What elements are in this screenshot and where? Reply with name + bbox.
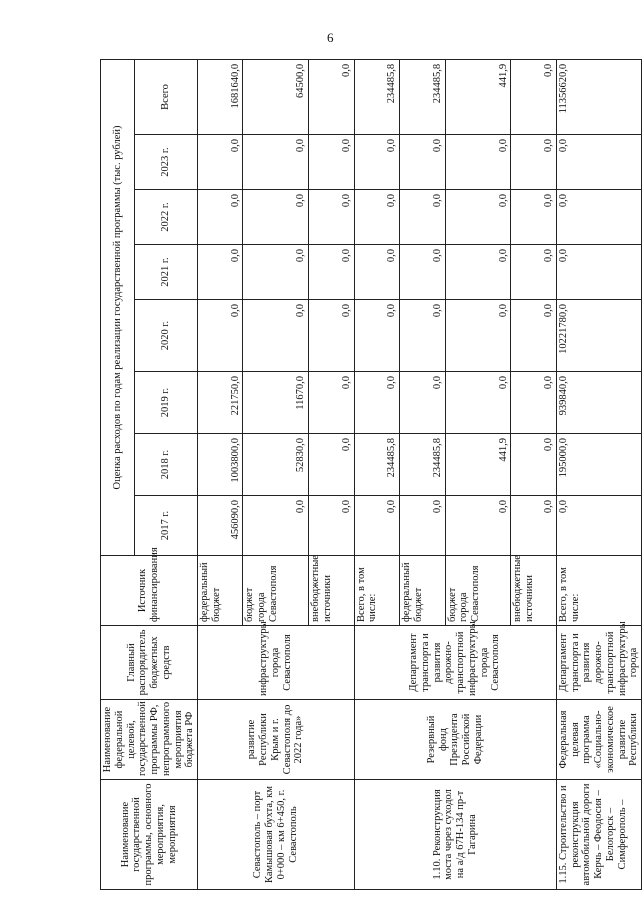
cell-value: 0,0 [511,496,557,556]
header-federal-program: Наименование федеральной целевой, государственной программы РФ, непрограммного мероприятия бюджета РФ [101,700,198,780]
cell-value: 0,0 [556,135,641,190]
group-federal: Федеральная целевая программа «Социально-экономическое развитие Республики [556,700,641,780]
cell-value: 0,0 [445,245,511,300]
row-source: бюджет города Севастополя [445,556,511,626]
cell-value: 0,0 [309,496,354,556]
row-source: бюджет города Севастополя [243,556,309,626]
header-year-2020: 2020 г. [134,300,197,372]
header-year-2021: 2021 г. [134,245,197,300]
cell-value: 0,0 [400,300,445,372]
cell-value: 0,0 [511,135,557,190]
cell-value: 0,0 [354,372,399,434]
cell-value: 0,0 [511,372,557,434]
cell-value: 0,0 [309,300,354,372]
header-year-2022: 2022 г. [134,190,197,245]
table-row [556,59,641,889]
cell-value: 441,9 [445,434,511,496]
cell-value: 0,0 [511,245,557,300]
cell-value: 195000,0 [556,434,641,496]
cell-value: 0,0 [243,190,309,245]
header-year-2019: 2019 г. [134,372,197,434]
rotated-table-wrapper [100,60,640,890]
group-federal: Резервный фонд Президента Российской Федерации [354,700,556,780]
cell-value: 0,0 [400,372,445,434]
row-source: внебюджетные источники [511,556,557,626]
cell-value: 0,0 [511,190,557,245]
cell-value: 0,0 [309,190,354,245]
header-source: Источник финансирования [101,556,198,626]
cell-value: 456090,0 [198,496,243,556]
header-year-2023: 2023 г. [134,135,197,190]
cell-value: 1003800,0 [198,434,243,496]
cell-total: 441,9 [445,59,511,134]
expenditure-table [100,59,642,890]
cell-value: 0,0 [556,190,641,245]
cell-value: 0,0 [309,135,354,190]
cell-total: 64500,0 [243,59,309,134]
cell-value: 939840,0 [556,372,641,434]
cell-value: 0,0 [243,300,309,372]
cell-value: 221750,0 [198,372,243,434]
cell-total: 11356620,0 [556,59,641,134]
cell-total: 234485,8 [400,59,445,134]
cell-value: 0,0 [309,245,354,300]
cell-value: 11670,0 [243,372,309,434]
group-name: 1.10. Реконструкция моста через суходол на а/д 67Н-134 пр-т Гагарина [354,780,556,890]
table-row [354,59,399,889]
cell-value: 0,0 [354,245,399,300]
cell-value: 0,0 [556,496,641,556]
cell-value: 0,0 [511,434,557,496]
table-row [198,59,243,889]
group-name: 1.15. Строительство и реконструкция автомобильной дороги Керчь – Феодосия – Белогорск – Симферополь – [556,780,641,890]
cell-value: 0,0 [243,496,309,556]
cell-total: 0,0 [309,59,354,134]
cell-value: 0,0 [511,300,557,372]
row-source: Всего, в том числе: [556,556,641,626]
page-number: 6 [327,30,334,45]
cell-value: 0,0 [354,135,399,190]
cell-value: 0,0 [445,135,511,190]
cell-value: 0,0 [243,245,309,300]
cell-value: 0,0 [354,496,399,556]
cell-value: 0,0 [198,190,243,245]
cell-value: 0,0 [445,300,511,372]
cell-value: 234485,8 [400,434,445,496]
cell-value: 0,0 [243,135,309,190]
header-manager: Главный распорядитель бюджетных средств [101,626,198,700]
header-year-2018: 2018 г. [134,434,197,496]
row-source: федеральный бюджет [400,556,445,626]
cell-value: 0,0 [198,245,243,300]
group-federal: развитие Республики Крым и г. Севастополя до 2022 года» [198,700,355,780]
cell-total: 0,0 [511,59,557,134]
header-expenditure-group: Оценка расходов по годам реализации государственной программы (тыс. рублей) [101,59,135,555]
group-manager: Департамент транспорта и развития дорожно-транспортной инфраструктуры города Севастополя [354,626,556,700]
row-source: Всего, в том числе: [354,556,399,626]
cell-value: 0,0 [309,434,354,496]
cell-value: 0,0 [400,245,445,300]
group-manager: инфраструктуры города Севастополя [198,626,355,700]
cell-value: 0,0 [445,190,511,245]
cell-value: 52830,0 [243,434,309,496]
cell-value: 0,0 [354,300,399,372]
cell-value: 0,0 [445,496,511,556]
row-source: внебюджетные источники [309,556,354,626]
cell-value: 0,0 [309,372,354,434]
cell-value: 0,0 [445,372,511,434]
row-source: федеральный бюджет [198,556,243,626]
cell-value: 0,0 [198,300,243,372]
header-year-2017: 2017 г. [134,496,197,556]
cell-value: 0,0 [400,190,445,245]
cell-total: 1681640,0 [198,59,243,134]
cell-value: 10221780,0 [556,300,641,372]
cell-value: 0,0 [198,135,243,190]
header-total: Всего [134,59,197,134]
header-name: Наименование государственной программы, основного мероприятия, мероприятия [101,780,198,890]
cell-value: 234485,8 [354,434,399,496]
cell-value: 0,0 [400,496,445,556]
cell-total: 234485,8 [354,59,399,134]
cell-value: 0,0 [556,245,641,300]
cell-value: 0,0 [354,190,399,245]
group-name: Севастополь – порт Камышовая бухта, км 0+000 – км 6+450, г. Севастополь [198,780,355,890]
cell-value: 0,0 [400,135,445,190]
group-manager: Департамент транспорта и развития дорожно-транспортной инфраструктуры города [556,626,641,700]
